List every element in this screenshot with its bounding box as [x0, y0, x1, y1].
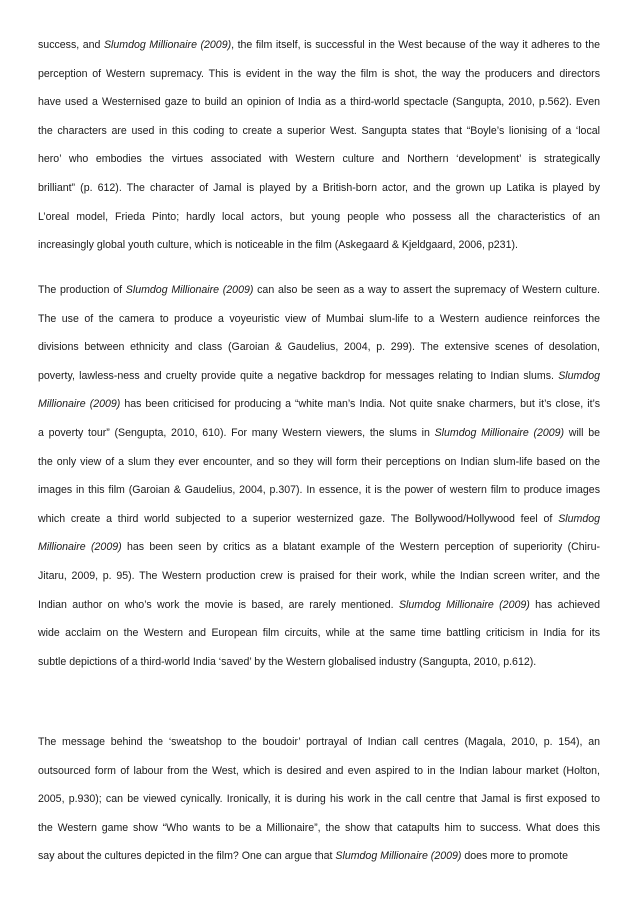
text-run: increasingly global youth culture, which is noticeable in the film (Askegaard & Kjeldgaard, 2006, p231).	[38, 239, 518, 252]
text-run: poverty, lawless-ness and cruelty provide quite a negative backdrop for messages relating to Indian slums.	[38, 369, 559, 382]
text-run: does more to promote	[461, 850, 569, 863]
paragraph-3	[38, 728, 600, 871]
text-run: , the film itself, is successful in the West because of the way it adheres to the	[231, 39, 600, 51]
text-run: subtle depictions of a third-world India ‘saved’ by the Western globalised industry (Sangupta, 2010, p.612).	[38, 655, 537, 668]
text-line	[38, 88, 600, 117]
italic-title-text: Millionaire (2009)	[38, 541, 122, 554]
text-line	[38, 533, 600, 562]
paragraph-1	[38, 31, 600, 260]
text-line	[38, 562, 600, 591]
text-run: The message behind the ‘sweatshop to the boudoir’ portrayal of Indian call centres (Magala, 2010, p. 154), an	[38, 736, 600, 748]
text-run: say about the cultures depicted in the film? One can argue that	[38, 850, 336, 863]
text-run: hero’ who embodies the virtues associated with Western culture and Northern ‘development’ is strategically	[38, 153, 600, 166]
text-run: 2005, p.930); can be viewed cynically. Ironically, it is during his work in the call centre that Jamal is first exposed to	[38, 793, 600, 806]
italic-title-text: Slumdog Millionaire (2009)	[103, 39, 232, 51]
text-line	[38, 390, 600, 419]
text-run: Indian author on who’s work the movie is based, are rarely mentioned.	[38, 598, 399, 611]
italic-title-text: Slumdog	[558, 512, 600, 525]
text-line	[38, 476, 600, 505]
text-line	[38, 203, 600, 232]
italic-title-text: Slumdog Millionaire (2009)	[434, 426, 565, 439]
text-run: divisions between ethnicity and class (Garoian & Gaudelius, 2004, p. 299). The extensive scenes of desolation,	[38, 341, 600, 354]
text-line	[38, 231, 600, 260]
text-line	[38, 117, 600, 146]
text-line	[38, 619, 600, 648]
text-line	[38, 591, 600, 620]
text-run: will be	[564, 426, 600, 439]
italic-title-text: Slumdog Millionaire (2009)	[335, 850, 462, 863]
text-line	[38, 448, 600, 477]
text-line	[38, 276, 600, 305]
text-run: Jitaru, 2009, p. 95). The Western production crew is praised for their work, while the Indian screen writer, and the	[38, 569, 600, 582]
text-line	[38, 842, 600, 871]
text-line	[38, 305, 600, 334]
text-run: brilliant” (p. 612). The character of Jamal is played by a British-born actor, and the grown up Latika is played by	[38, 181, 600, 194]
text-run: which create a third world subjected to a superior westernized gaze. The Bollywood/Hollywood feel of	[38, 512, 559, 525]
text-run: has been seen by critics as a blatant example of the Western perception of superiority (Chiru-	[121, 541, 600, 554]
text-run: wide acclaim on the Western and European film circuits, while at the same time battling criticism in India for its	[38, 627, 600, 640]
text-line	[38, 362, 600, 391]
text-run: the Western game show “Who wants to be a Millionaire”, the show that catapults him to success. What does this	[38, 821, 600, 834]
paragraph-2	[38, 276, 600, 676]
text-run: The use of the camera to produce a voyeuristic view of Mumbai slum-life to a Western audience reinforces the	[38, 312, 600, 325]
text-run: the characters are used in this coding to create a superior West. Sangupta states that “Boyle’s lionising of a ‘local	[38, 124, 600, 137]
italic-title-text: Slumdog	[558, 369, 600, 382]
text-run: perception of Western supremacy. This is evident in the way the film is shot, the way the producers and directors	[38, 67, 600, 80]
italic-title-text: Slumdog Millionaire (2009)	[125, 284, 254, 296]
text-line	[38, 419, 600, 448]
text-run: have used a Westernised gaze to build an opinion of India as a third-world spectacle (Sangupta, 2010, p.562). Even	[38, 96, 600, 109]
text-run: can also be seen as a way to assert the supremacy of Western culture.	[253, 284, 600, 296]
text-line	[38, 60, 600, 89]
italic-title-text: Slumdog Millionaire (2009)	[398, 598, 530, 611]
italic-title-text: Millionaire (2009)	[38, 398, 121, 411]
text-run: L’oreal model, Frieda Pinto; hardly local actors, but young people who possess all the characteristics of an	[38, 210, 600, 223]
text-line	[38, 145, 600, 174]
text-run: images in this film (Garoian & Gaudelius, 2004, p.307). In essence, it is the power of western film to produce images	[38, 484, 600, 497]
text-run: The production of	[38, 284, 126, 296]
text-run: has achieved	[529, 598, 600, 611]
text-line	[38, 814, 600, 843]
text-line	[38, 505, 600, 534]
text-line	[38, 648, 600, 677]
text-line	[38, 785, 600, 814]
text-line	[38, 174, 600, 203]
text-line	[38, 728, 600, 757]
text-run: success, and	[38, 39, 104, 51]
text-run: has been criticised for producing a “white man’s India. Not quite snake charmers, but it’s close, it’s	[120, 398, 600, 411]
text-line	[38, 333, 600, 362]
text-run: a poverty tour” (Sengupta, 2010, 610). For many Western viewers, the slums in	[38, 426, 435, 439]
text-line	[38, 757, 600, 786]
text-run: the only view of a slum they ever encounter, and so they will form their perceptions on Indian slum-life based on the	[38, 455, 600, 468]
text-run: outsourced form of labour from the West, which is desired and even aspired to in the Indian labour market (Holton,	[38, 764, 600, 777]
text-line	[38, 31, 600, 60]
